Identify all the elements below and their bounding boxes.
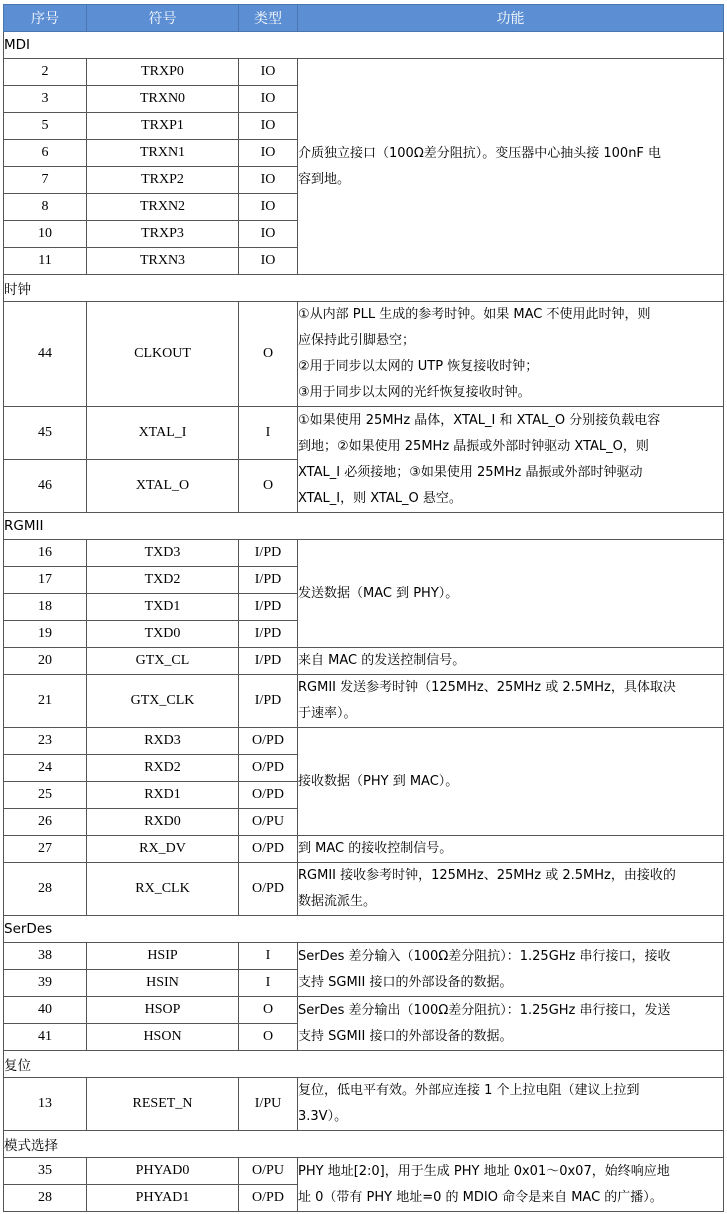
pin-symbol: HSIP (87, 943, 239, 970)
pin-function: 发送数据（MAC 到 PHY）。 (298, 540, 724, 648)
table-row (4, 675, 724, 728)
pin-type: I/PD (239, 675, 298, 728)
pin-type: IO (239, 59, 298, 86)
pin-symbol: RXD2 (87, 755, 239, 782)
pin-type: IO (239, 221, 298, 248)
pin-symbol: TRXN1 (87, 140, 239, 167)
pin-symbol: TXD2 (87, 567, 239, 594)
pin-type: O (239, 1024, 298, 1051)
section-title: SerDes (4, 916, 724, 943)
pin-type: I/PD (239, 621, 298, 648)
pin-type: O/PD (239, 782, 298, 809)
header-function: 功能 (298, 5, 724, 32)
pin-symbol: TXD1 (87, 594, 239, 621)
section-row-reset (4, 1051, 724, 1078)
table-row (4, 997, 724, 1024)
pin-number: 26 (4, 809, 87, 836)
header-index: 序号 (4, 5, 87, 32)
pin-symbol: TRXN3 (87, 248, 239, 275)
pin-number: 46 (4, 460, 87, 513)
table-row (4, 648, 724, 675)
pin-type: I/PD (239, 540, 298, 567)
pin-symbol: PHYAD0 (87, 1158, 239, 1185)
pin-type: IO (239, 86, 298, 113)
pin-number: 38 (4, 943, 87, 970)
pin-function (298, 59, 724, 275)
pin-number: 21 (4, 675, 87, 728)
table-row (4, 1078, 724, 1131)
pin-symbol: TRXP1 (87, 113, 239, 140)
pin-symbol: RXD0 (87, 809, 239, 836)
pin-type: IO (239, 140, 298, 167)
pin-number: 3 (4, 86, 87, 113)
pin-type: O/PU (239, 809, 298, 836)
pin-symbol: RX_DV (87, 836, 239, 863)
pin-number: 23 (4, 728, 87, 755)
pin-function (298, 407, 724, 513)
table-row (4, 863, 724, 916)
pin-type: I/PD (239, 567, 298, 594)
pin-type: IO (239, 113, 298, 140)
pin-number: 45 (4, 407, 87, 460)
pin-symbol: TRXP3 (87, 221, 239, 248)
pin-number: 39 (4, 970, 87, 997)
pin-symbol: RX_CLK (87, 863, 239, 916)
pin-number: 24 (4, 755, 87, 782)
table-row (4, 59, 724, 86)
section-title: 时钟 (4, 275, 724, 302)
pin-number: 25 (4, 782, 87, 809)
pin-type: O/PU (239, 1158, 298, 1185)
header-symbol: 符号 (87, 5, 239, 32)
table-row (4, 836, 724, 863)
pin-symbol: XTAL_I (87, 407, 239, 460)
desc-line: 到地；②如果使用 25MHz 晶振或外部时钟驱动 XTAL_O，则 (298, 438, 649, 454)
pin-type: O (239, 460, 298, 513)
desc-line: 介质独立接口（100Ω差分阻抗）。变压器中心抽头接 100nF 电 (298, 145, 662, 161)
section-row-mode (4, 1131, 724, 1158)
pin-type: O (239, 997, 298, 1024)
pin-function: 来自 MAC 的发送控制信号。 (298, 648, 724, 675)
pin-symbol: TRXN2 (87, 194, 239, 221)
desc-line: 容到地。 (298, 171, 351, 187)
pin-number: 5 (4, 113, 87, 140)
pin-type: I (239, 407, 298, 460)
table-row (4, 540, 724, 567)
desc-line: PHY 地址[2:0]，用于生成 PHY 地址 0x01～0x07，始终响应地 (298, 1163, 670, 1179)
desc-line: 复位，低电平有效。外部应连接 1 个上拉电阻（建议上拉到 (298, 1083, 640, 1098)
pin-type: IO (239, 194, 298, 221)
pin-function (298, 675, 724, 728)
pin-type: I/PD (239, 648, 298, 675)
table-row (4, 1158, 724, 1185)
pin-symbol: CLKOUT (87, 302, 239, 407)
desc-line: ②用于同步以太网的 UTP 恢复接收时钟； (298, 359, 539, 374)
table-row (4, 728, 724, 755)
desc-line: ①从内部 PLL 生成的参考时钟。如果 MAC 不使用此时钟，则 (298, 307, 651, 322)
pin-type: O/PD (239, 836, 298, 863)
pin-number: 28 (4, 1185, 87, 1212)
pin-number: 27 (4, 836, 87, 863)
pin-symbol: RXD3 (87, 728, 239, 755)
pin-type: O (239, 302, 298, 407)
pin-type: I/PD (239, 594, 298, 621)
section-row-serdes (4, 916, 724, 943)
desc-line: 3.3V）。 (298, 1109, 348, 1124)
desc-line: RGMII 接收参考时钟，125MHz、25MHz 或 2.5MHz，由接收的 (298, 868, 676, 883)
desc-line: 支持 SGMII 接口的外部设备的数据。 (298, 974, 513, 990)
pin-number: 41 (4, 1024, 87, 1051)
pin-number: 20 (4, 648, 87, 675)
desc-line: RGMII 发送参考时钟（125MHz、25MHz 或 2.5MHz，具体取决 (298, 680, 676, 695)
pin-symbol: TRXN0 (87, 86, 239, 113)
section-row-mdi (4, 32, 724, 59)
pin-type: O/PD (239, 728, 298, 755)
pin-symbol: TXD0 (87, 621, 239, 648)
pin-type: IO (239, 167, 298, 194)
pin-symbol: HSIN (87, 970, 239, 997)
pin-number: 28 (4, 863, 87, 916)
pin-symbol: RESET_N (87, 1078, 239, 1131)
pin-number: 35 (4, 1158, 87, 1185)
table-row (4, 302, 724, 407)
pin-symbol: TRXP2 (87, 167, 239, 194)
pin-type: O/PD (239, 755, 298, 782)
desc-line: 应保持此引脚悬空； (298, 333, 416, 348)
pin-number: 11 (4, 248, 87, 275)
desc-line: XTAL_I，则 XTAL_O 悬空。 (298, 490, 462, 506)
desc-line: 数据流派生。 (298, 894, 377, 909)
section-title: RGMII (4, 513, 724, 540)
pin-function: 到 MAC 的接收控制信号。 (298, 836, 724, 863)
pin-number: 2 (4, 59, 87, 86)
section-title: 复位 (4, 1051, 724, 1078)
pin-number: 44 (4, 302, 87, 407)
pin-function (298, 1078, 724, 1131)
pin-number: 19 (4, 621, 87, 648)
desc-line: 于速率）。 (298, 706, 357, 721)
desc-line: 支持 SGMII 接口的外部设备的数据。 (298, 1028, 513, 1044)
section-title: MDI (4, 32, 724, 59)
pin-symbol: GTX_CLK (87, 675, 239, 728)
pin-type: O/PD (239, 863, 298, 916)
pin-symbol: HSOP (87, 997, 239, 1024)
desc-line: XTAL_I 必须接地；③如果使用 25MHz 晶振或外部时钟驱动 (298, 464, 643, 480)
pin-table (3, 4, 724, 1212)
section-title: 模式选择 (4, 1131, 724, 1158)
header-row (4, 5, 724, 32)
pin-number: 40 (4, 997, 87, 1024)
pin-number: 10 (4, 221, 87, 248)
pin-function (298, 1158, 724, 1212)
pin-number: 7 (4, 167, 87, 194)
pin-number: 16 (4, 540, 87, 567)
pin-symbol: TRXP0 (87, 59, 239, 86)
pin-function: 接收数据（PHY 到 MAC）。 (298, 728, 724, 836)
pin-type: I (239, 943, 298, 970)
pin-type: O/PD (239, 1185, 298, 1212)
pin-number: 8 (4, 194, 87, 221)
pin-function (298, 943, 724, 997)
pin-function (298, 997, 724, 1051)
pin-symbol: TXD3 (87, 540, 239, 567)
desc-line: SerDes 差分输入（100Ω差分阻抗）：1.25GHz 串行接口，接收 (298, 948, 671, 964)
pin-function (298, 302, 724, 407)
pin-symbol: XTAL_O (87, 460, 239, 513)
desc-line: 址 0（带有 PHY 地址=0 的 MDIO 命令是来自 MAC 的广播）。 (298, 1189, 663, 1205)
table-row (4, 407, 724, 460)
pin-number: 13 (4, 1078, 87, 1131)
desc-line: SerDes 差分输出（100Ω差分阻抗）：1.25GHz 串行接口，发送 (298, 1002, 671, 1018)
desc-line: ①如果使用 25MHz 晶体，XTAL_I 和 XTAL_O 分别接负载电容 (298, 412, 661, 428)
pin-number: 18 (4, 594, 87, 621)
pin-type: I (239, 970, 298, 997)
pin-symbol: HSON (87, 1024, 239, 1051)
table-row (4, 943, 724, 970)
header-type: 类型 (239, 5, 298, 32)
pin-type: IO (239, 248, 298, 275)
pin-number: 17 (4, 567, 87, 594)
pin-type: I/PU (239, 1078, 298, 1131)
section-row-clock (4, 275, 724, 302)
pin-number: 6 (4, 140, 87, 167)
pin-symbol: GTX_CL (87, 648, 239, 675)
pin-function (298, 863, 724, 916)
section-row-rgmii (4, 513, 724, 540)
pin-symbol: RXD1 (87, 782, 239, 809)
desc-line: ③用于同步以太网的光纤恢复接收时钟。 (298, 385, 531, 400)
pin-symbol: PHYAD1 (87, 1185, 239, 1212)
